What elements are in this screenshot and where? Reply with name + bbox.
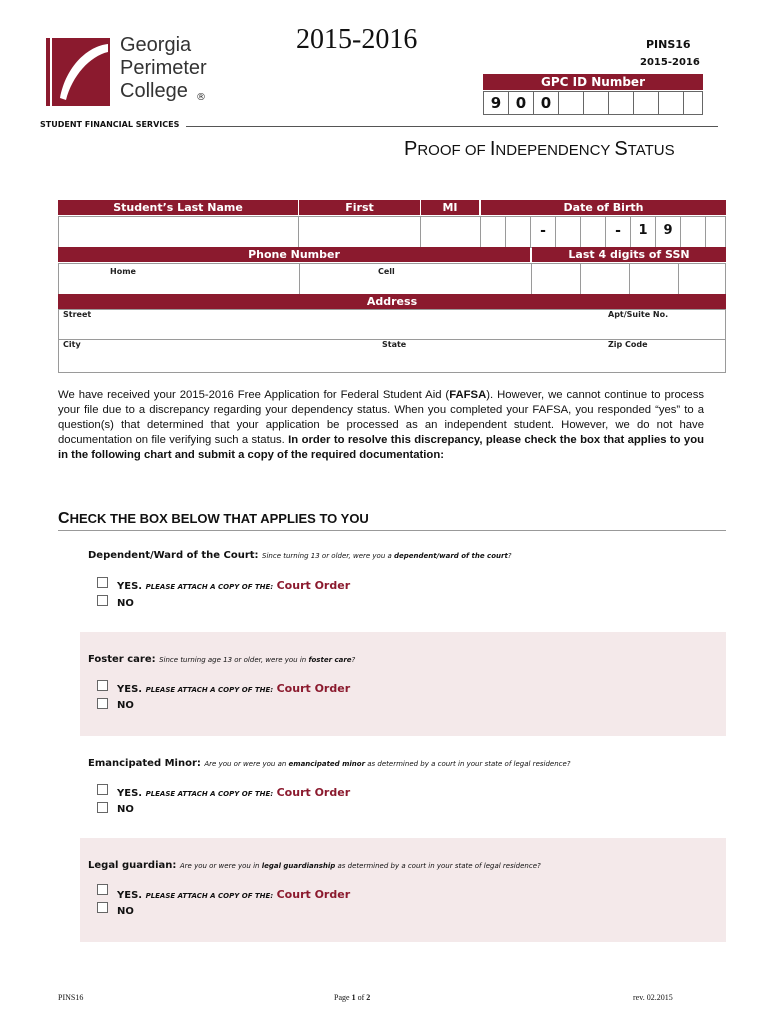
last-name-field[interactable] [58,216,299,248]
first-name-field[interactable] [298,216,421,248]
court-order-link[interactable]: Court Order [276,888,351,901]
gpc-digit[interactable]: 0 [509,92,534,114]
intro-text: ). However, we cannot continue to process your file due to a discrepancy regarding your dependency status. When you completed your FAFSA, you responded “yes” to a question(s) that determined that your application be processed as an independent student. However, we do not have documentation on file verifying such a status. [58,389,704,446]
title-part: P [404,138,418,160]
title-part: TATUS [627,142,675,159]
dob-separator: - [606,217,631,247]
section-legal-guardian [80,838,726,942]
gpc-digit[interactable] [559,92,584,114]
instruction-text: In order to resolve this discrepancy, please check the box that applies to you in the following chart and submit a copy of the required documentation: [58,434,704,461]
no-option: NO [117,700,134,711]
no-option: NO [117,804,134,815]
yes-option: YES. PLEASE ATTACH A COPY OF THE: Court Order [117,888,351,901]
gpc-id-boxes [483,91,703,115]
intro-text: We have received your 2015-2016 Free Application for Federal Student Aid ( [58,389,450,401]
title-part: S [614,138,628,160]
no-checkbox[interactable] [97,902,108,913]
section-title-text: Legal guardian: [88,860,177,871]
title-part: NDEPENDENCY [495,142,615,159]
section-title-text: Foster care: [88,654,156,665]
title-part: I [489,138,496,160]
section-title-text: Emancipated Minor: [88,758,201,769]
street-label: Street [63,310,92,319]
yes-checkbox[interactable] [97,884,108,895]
section-dependent-ward [80,538,726,632]
dob-field [480,216,726,248]
logo-registered: ® [196,92,206,103]
court-order-link[interactable]: Court Order [276,579,351,592]
dob-year-digit[interactable] [706,217,725,247]
year-heading: 2015-2016 [296,24,418,55]
logo-mark-icon [40,36,112,108]
yes-option: YES. PLEASE ATTACH A COPY OF THE: Court Order [117,579,351,592]
apt-label: Apt/Suite No. [608,310,669,319]
title-part: ROOF OF [417,142,490,159]
yes-checkbox[interactable] [97,784,108,795]
section-question: Since turning age 13 or older, were you in foster care? [159,656,356,664]
state-label: State [382,340,407,349]
section-question: Are you or were you an emancipated minor as determined by a court in your state of legal residence? [204,760,571,768]
no-checkbox[interactable] [97,698,108,709]
dob-year-digit[interactable]: 1 [631,217,656,247]
dob-day-digit[interactable] [556,217,581,247]
header-rule [186,126,718,127]
home-label: Home [110,267,136,276]
ssn-digit[interactable] [581,264,630,294]
page-title [404,138,675,161]
check-heading-rule [58,530,726,531]
dob-year-digit[interactable]: 9 [656,217,681,247]
gpc-digit[interactable] [684,92,702,114]
ssn-digit[interactable] [679,264,725,294]
dob-day-digit[interactable] [581,217,606,247]
address-header: Address [58,294,726,309]
gpc-digit[interactable] [634,92,659,114]
form-year: 2015-2016 [640,57,700,68]
dob-separator: - [531,217,556,247]
cell-phone-field[interactable] [299,263,532,295]
yes-checkbox[interactable] [97,577,108,588]
first-name-header: First [299,200,420,215]
zip-label: Zip Code [608,340,648,349]
no-option: NO [117,598,134,609]
gpc-digit[interactable]: 0 [534,92,559,114]
ssn-field [531,263,726,295]
footer-form-code: PINS16 [58,993,84,1002]
logo-line-1: Georgia [120,34,192,56]
home-phone-field[interactable] [58,263,300,295]
yes-option: YES. PLEASE ATTACH A COPY OF THE: Court Order [117,786,351,799]
college-logo [40,36,210,108]
no-checkbox[interactable] [97,802,108,813]
gpc-digit[interactable]: 9 [484,92,509,114]
dob-month-digit[interactable] [481,217,506,247]
gpc-id-header: GPC ID Number [483,74,703,90]
check-heading-text: HECK THE BOX BELOW THAT APPLIES TO YOU [69,511,369,526]
dob-header: Date of Birth [481,200,726,215]
logo-line-3: College [120,80,188,102]
gpc-digit[interactable] [659,92,684,114]
last-name-header: Student’s Last Name [58,200,298,215]
section-title-text: Dependent/Ward of the Court: [88,550,259,561]
section-foster-care [80,632,726,736]
intro-paragraph [58,388,704,463]
section-title [88,758,571,769]
ssn-digit[interactable] [532,264,581,294]
fafsa-text: FAFSA [449,389,487,401]
section-title [88,860,541,871]
section-title [88,654,355,665]
check-heading [58,510,369,528]
logo-line-2: Perimeter [120,57,207,79]
court-order-link[interactable]: Court Order [276,682,351,695]
footer-page-number: Page 1 of 2 [334,993,371,1002]
ssn-header: Last 4 digits of SSN [532,247,726,262]
department-label: STUDENT FINANCIAL SERVICES [40,120,180,129]
ssn-digit[interactable] [630,264,679,294]
mi-field[interactable] [420,216,481,248]
yes-checkbox[interactable] [97,680,108,691]
dob-year-digit[interactable] [681,217,706,247]
section-question: Since turning 13 or older, were you a dependent/ward of the court? [262,552,512,560]
mi-header: MI [421,200,479,215]
city-label: City [63,340,81,349]
section-emancipated-minor [80,736,726,838]
footer-revision: rev. 02.2015 [633,993,673,1002]
gpc-digit[interactable] [609,92,634,114]
no-option: NO [117,906,134,917]
court-order-link[interactable]: Court Order [276,786,351,799]
dob-month-digit[interactable] [506,217,531,247]
section-question: Are you or were you in legal guardianship as determined by a court in your state of legal residence? [179,862,541,870]
no-checkbox[interactable] [97,595,108,606]
section-title [88,550,512,561]
yes-option: YES. PLEASE ATTACH A COPY OF THE: Court Order [117,682,351,695]
phone-header: Phone Number [58,247,530,262]
form-code: PINS16 [646,38,691,51]
check-heading-initial: C [58,510,70,527]
gpc-digit[interactable] [584,92,609,114]
cell-label: Cell [378,267,395,276]
